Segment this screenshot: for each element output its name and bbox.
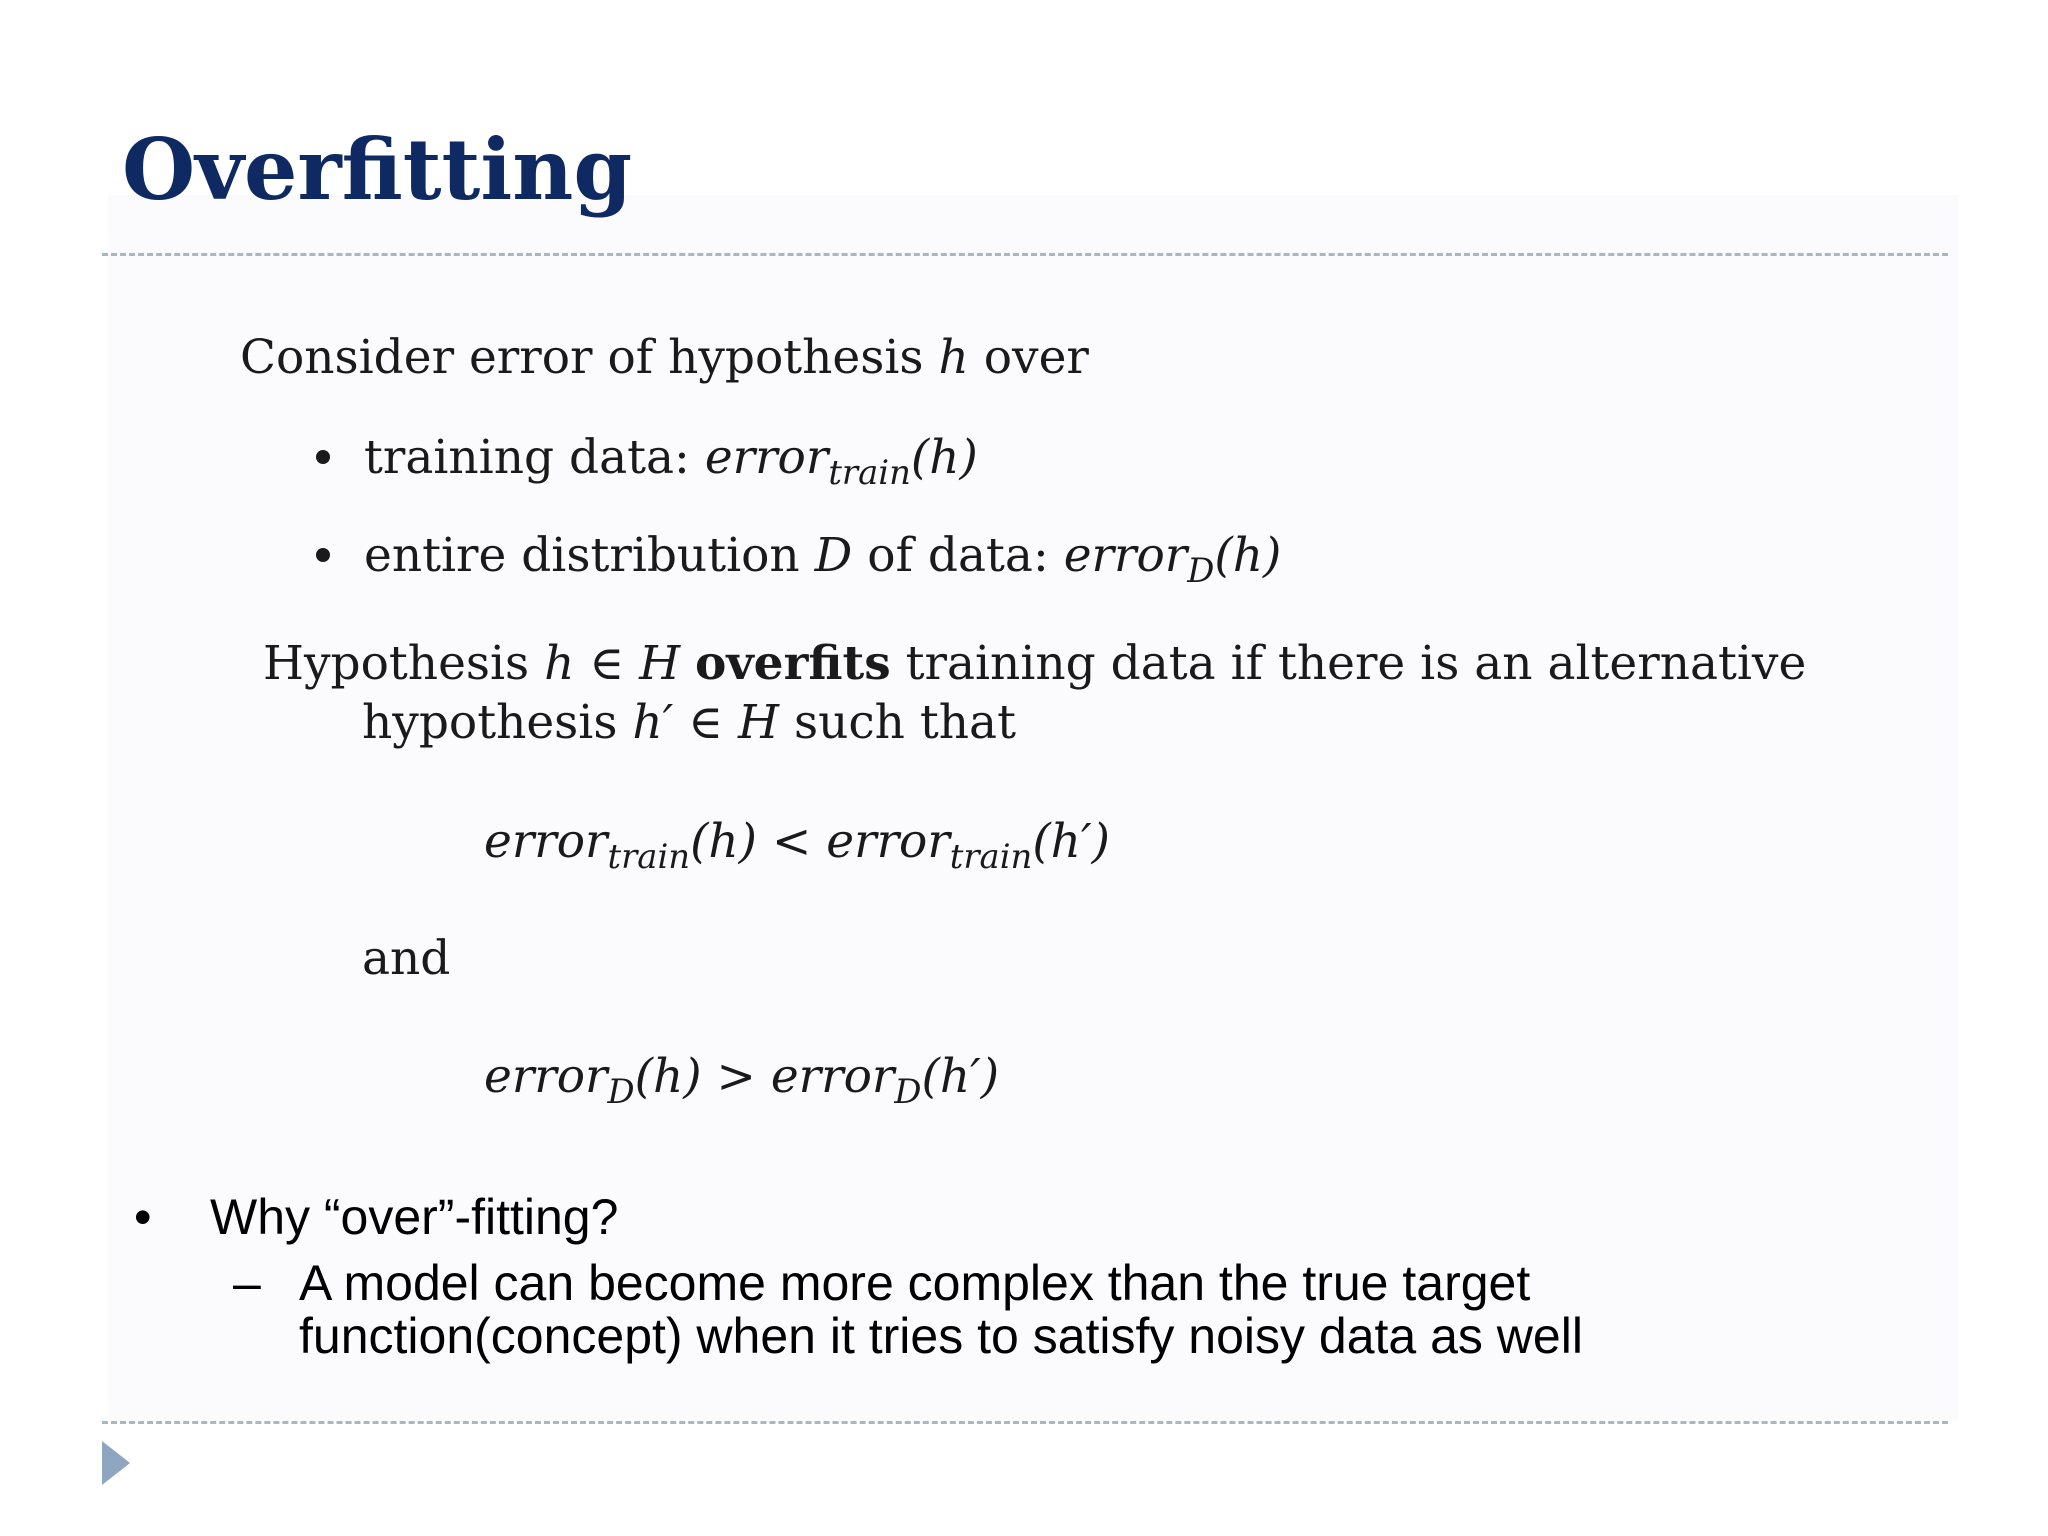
eq1-rhs-arg: (h′) xyxy=(1032,814,1110,869)
bullet2-sub: D xyxy=(1187,550,1215,590)
hyp2-a: hypothesis xyxy=(362,695,618,750)
eq1-lhs-error: error xyxy=(484,814,608,869)
play-triangle-icon xyxy=(102,1441,130,1485)
answer-line-1: A model can become more complex than the true target xyxy=(299,1255,1531,1311)
hyp1-bold: overfits xyxy=(695,636,891,691)
answer-line-2: function(concept) when it tries to satisfy noisy data as well xyxy=(299,1308,1583,1364)
bullet-dot-icon xyxy=(316,548,330,562)
bullet1-error: error xyxy=(704,430,829,485)
eq2-rhs-error: error xyxy=(770,1049,895,1104)
and-text: and xyxy=(362,931,451,986)
bottom-divider xyxy=(102,1421,1948,1424)
hyp2-b: such that xyxy=(793,695,1016,750)
bullet-distribution xyxy=(316,528,1282,590)
consider-line xyxy=(240,330,1089,385)
hyp1-b: training data if there is an alternative xyxy=(905,636,1807,691)
equation-train xyxy=(484,814,1110,876)
bullet1-label: training data: xyxy=(364,430,690,485)
eq1-rhs-sub: train xyxy=(949,836,1033,876)
eq2-rhs-arg: (h′) xyxy=(921,1049,1000,1104)
eq2-lhs-sub: D xyxy=(607,1071,635,1111)
why-bullet: • xyxy=(134,1189,152,1245)
hyp2-h: h′ ∈ H xyxy=(632,695,780,750)
bullet2-D: D xyxy=(814,528,853,583)
bullet1-sub: train xyxy=(828,452,911,492)
top-divider xyxy=(102,253,1948,256)
hyp1-h: h ∈ H xyxy=(544,636,681,691)
bullet1-arg: (h) xyxy=(910,430,978,485)
bullet2-arg: (h) xyxy=(1214,528,1282,583)
bullet2-error: error xyxy=(1063,528,1188,583)
bullet-dot-icon xyxy=(316,450,330,464)
consider-text: Consider error of hypothesis xyxy=(240,330,924,385)
bullet2-label: entire distribution xyxy=(364,528,800,583)
eq1-rhs-error: error xyxy=(826,814,950,869)
eq1-lhs-arg: (h) < xyxy=(690,814,812,869)
why-text: Why “over”-fitting? xyxy=(210,1189,619,1245)
slide-title: Overfitting xyxy=(122,120,633,219)
answer-dash: – xyxy=(233,1255,261,1311)
eq2-lhs-arg: (h) > xyxy=(634,1049,756,1104)
consider-h: h xyxy=(938,330,969,385)
bullet-training xyxy=(316,430,978,492)
eq2-rhs-sub: D xyxy=(894,1071,922,1111)
equation-distribution xyxy=(484,1049,1000,1111)
eq2-lhs-error: error xyxy=(484,1049,608,1104)
eq1-lhs-sub: train xyxy=(607,836,691,876)
hypothesis-line-1 xyxy=(263,636,1807,691)
bullet2-of: of data: xyxy=(867,528,1049,583)
consider-over: over xyxy=(983,330,1089,385)
hyp1-a: Hypothesis xyxy=(263,636,530,691)
hypothesis-line-2 xyxy=(362,695,1016,750)
